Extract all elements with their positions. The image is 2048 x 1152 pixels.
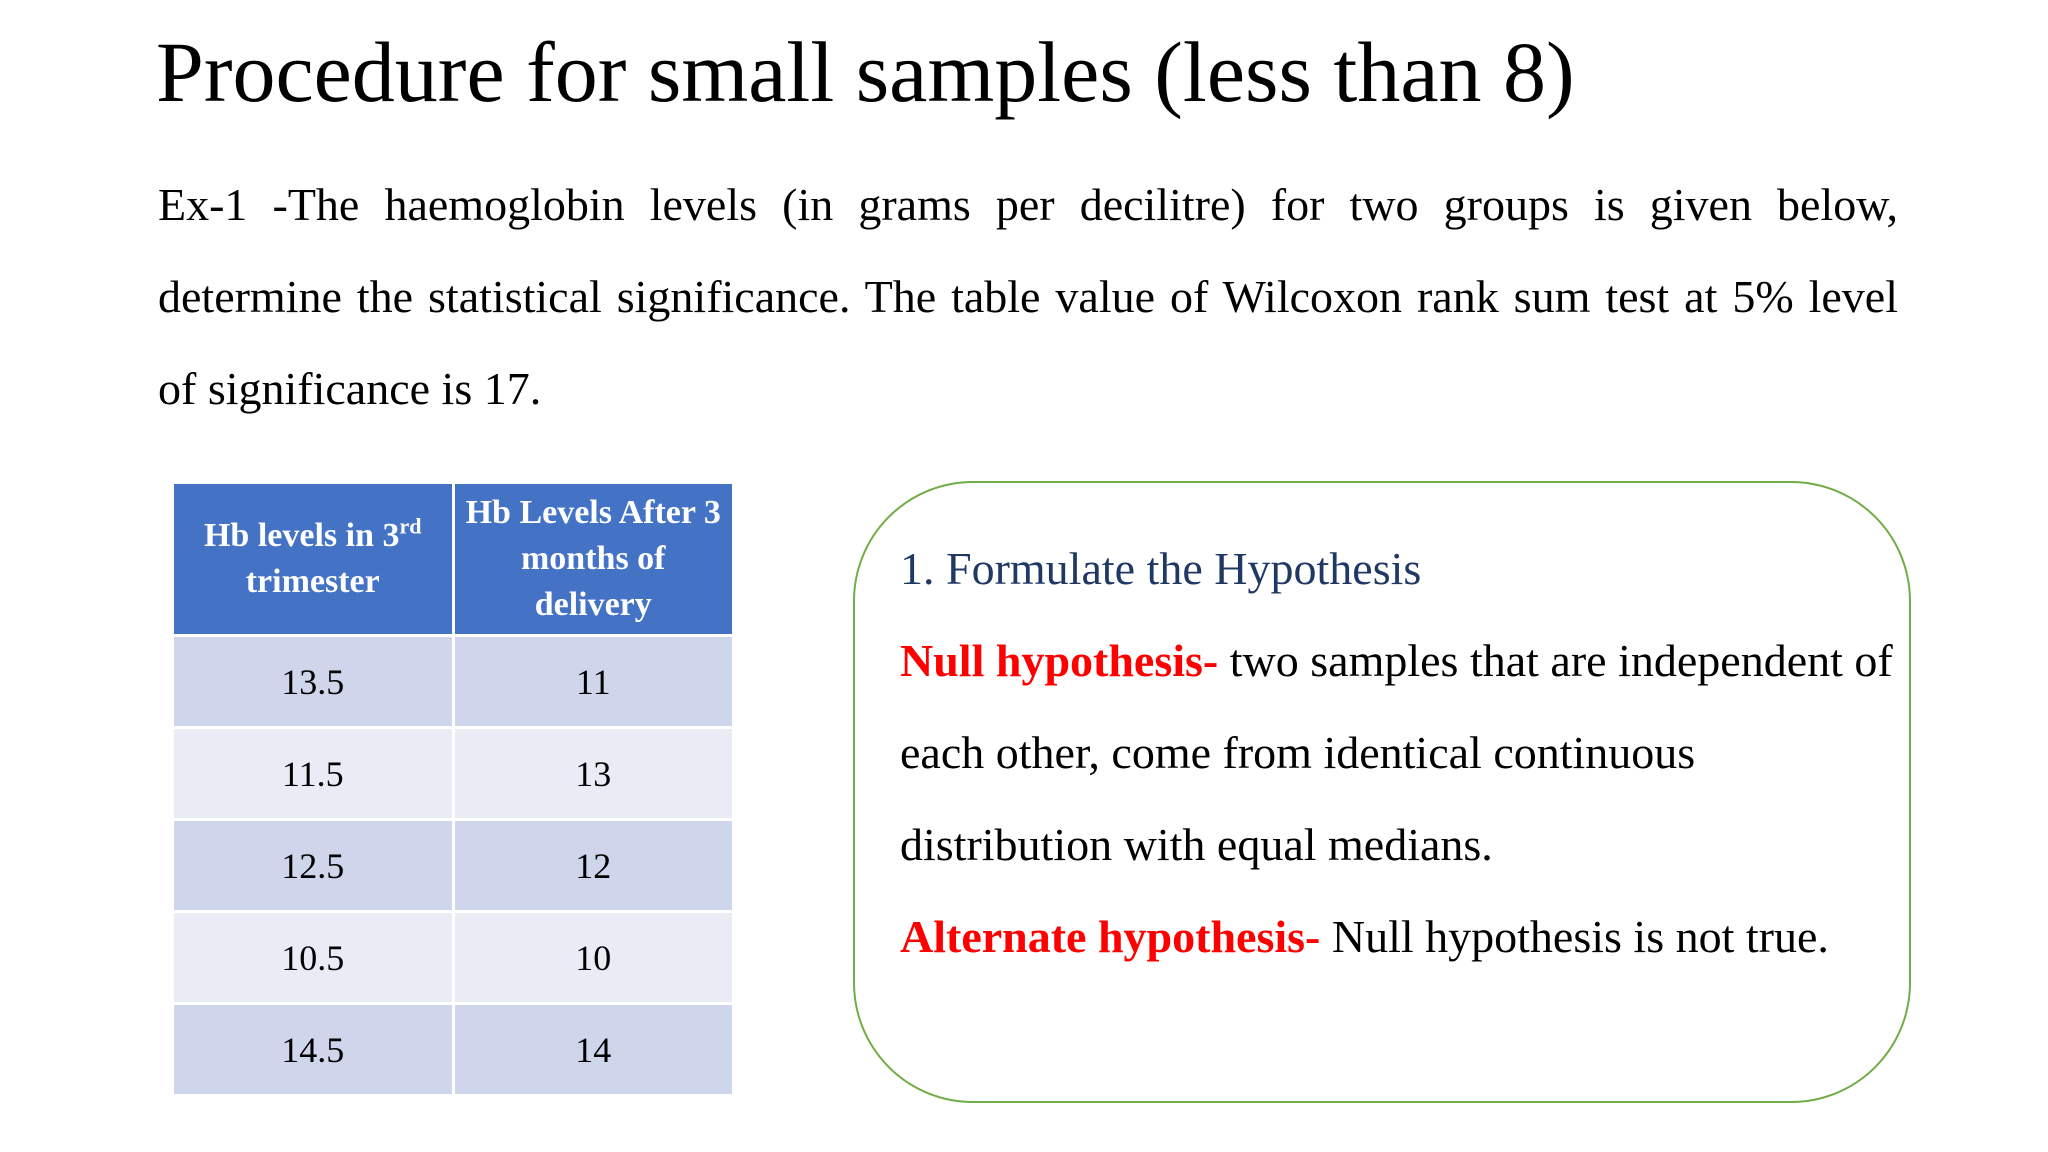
null-hypothesis-label: Null hypothesis- bbox=[900, 635, 1219, 686]
alternate-hypothesis-text: Null hypothesis is not true. bbox=[1320, 911, 1829, 962]
cell-after-delivery: 11 bbox=[453, 636, 734, 728]
cell-after-delivery: 12 bbox=[453, 820, 734, 912]
cell-after-delivery: 14 bbox=[453, 1004, 734, 1096]
header1-tail: trimester bbox=[245, 563, 380, 600]
table-row bbox=[173, 1004, 734, 1096]
example-description: Ex-1 -The haemoglobin levels (in grams per decilitre) for two groups is given below, determine the statistical significance. The table value of Wilcoxon rank sum test at 5% level of significance is 17. bbox=[158, 179, 1898, 414]
table-row bbox=[173, 912, 734, 1004]
alternate-hypothesis bbox=[900, 891, 1900, 983]
null-hypothesis bbox=[900, 615, 1900, 891]
hb-levels-table bbox=[171, 481, 735, 1097]
header-hb-after-delivery: Hb Levels After 3 months of delivery bbox=[453, 483, 734, 636]
cell-trimester: 14.5 bbox=[173, 1004, 454, 1096]
hypothesis-text bbox=[900, 523, 1900, 983]
header1-superscript: rd bbox=[399, 513, 422, 539]
cell-trimester: 10.5 bbox=[173, 912, 454, 1004]
alternate-hypothesis-label: Alternate hypothesis- bbox=[900, 911, 1321, 962]
table-row bbox=[173, 636, 734, 728]
table-row bbox=[173, 728, 734, 820]
header-hb-3rd-trimester bbox=[173, 483, 454, 636]
null-hypothesis-text: two samples that are independent of each other, come from identical continuous distribution with equal medians. bbox=[900, 635, 1893, 870]
table-header-row bbox=[173, 483, 734, 636]
cell-after-delivery: 10 bbox=[453, 912, 734, 1004]
table-row bbox=[173, 820, 734, 912]
cell-trimester: 11.5 bbox=[173, 728, 454, 820]
cell-after-delivery: 13 bbox=[453, 728, 734, 820]
hypothesis-step-heading: 1. Formulate the Hypothesis bbox=[900, 543, 1422, 594]
cell-trimester: 12.5 bbox=[173, 820, 454, 912]
header1-text: Hb levels in 3 bbox=[203, 517, 400, 554]
slide-title: Procedure for small samples (less than 8) bbox=[156, 24, 1575, 120]
cell-trimester: 13.5 bbox=[173, 636, 454, 728]
